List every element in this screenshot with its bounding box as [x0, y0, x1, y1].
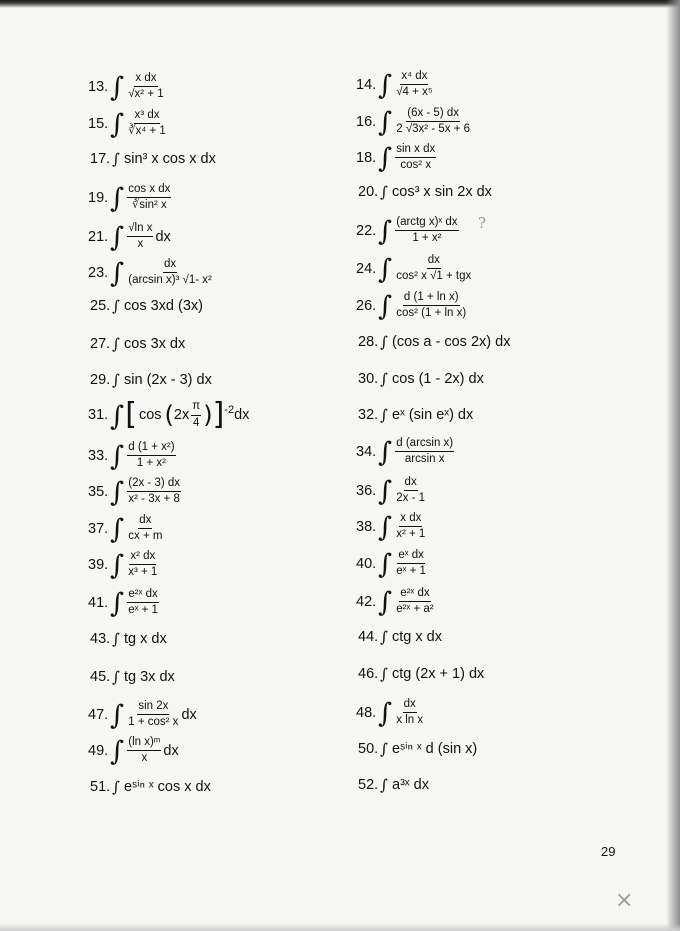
- problem-16: 16. ∫ $\frac{(6x - 5) dx}{\text{2 √3x² - 5x + 6}}$: [356, 107, 470, 139]
- problem-28: 28. ∫ (cos a - cos 2x) dx: [358, 333, 511, 351]
- problem-35: 35. ∫ $\frac{(2x - 3) dx}{\text{x² - 3x + 8}}$: [88, 477, 181, 509]
- problem-45: 45. ∫ tg 3x dx: [90, 668, 175, 686]
- problem-32: 32. ∫ eˣ (sin eˣ) dx: [358, 406, 474, 424]
- problem-29: 29. ∫ sin (2x - 3) dx: [90, 371, 212, 389]
- problem-24: 24. ∫ $\frac{dx}{\text{cos² x √1 + tgx}}$: [356, 254, 472, 286]
- problem-27: 27. ∫ cos 3x dx: [90, 335, 186, 353]
- problem-48: 48. ∫ $\frac{dx}{\text{x ln x}}$: [356, 698, 424, 730]
- problem-38: 38. ∫ $\frac{\text{x dx}}{\text{x² + 1}}$: [356, 512, 426, 544]
- pencil-question-mark: ?: [478, 214, 487, 232]
- problem-17: 17. ∫ sin³ x cos x dx: [90, 150, 216, 168]
- scan-edge-bottom: [0, 923, 680, 931]
- problem-30: 30. ∫ cos (1 - 2x) dx: [358, 370, 484, 388]
- scan-edge-top: [0, 0, 680, 8]
- problem-31: 31. ∫ [ cos ( 2x $\frac{\pi}{4}$ ) ] $^{-2}$ dx: [88, 397, 250, 432]
- problem-26: 26. ∫ $\frac{\text{d (1 + ln x)}}{\text{cos² (1 + ln x)}}$: [356, 291, 467, 323]
- problem-34: 34. ∫ $\frac{\text{d (arcsin x)}}{\text{arcsin x}}$: [356, 437, 454, 469]
- page-number: 29: [601, 844, 616, 859]
- problem-15: 15. ∫ $\frac{\text{x³ dx}}{\text{∛x⁴ + 1}}$: [88, 109, 166, 141]
- problem-20: 20. ∫ cos³ x sin 2x dx: [358, 183, 492, 201]
- problem-36: 36. ∫ $\frac{dx}{2x - 1}$: [356, 476, 426, 508]
- problem-42: 42. ∫ $\frac{\text{e²ˣ dx}}{\text{e²ˣ + a²}}$: [356, 587, 434, 619]
- problem-37: 37. ∫ $\frac{dx}{cx + m}$: [88, 514, 163, 546]
- problem-23: 23. ∫ $\frac{dx}{\text{(arcsin x)³ √1- x²}}$: [88, 258, 212, 290]
- problem-22: 22. ∫ $\frac{\text{(arctg x)ˣ dx}}{\text{1 + x²}}$: [356, 216, 458, 248]
- problem-25: 25. ∫ cos 3xd (3x): [90, 297, 203, 315]
- problem-47: 47. ∫ $\frac{\sin 2x}{\text{1 + cos² x}}$ dx: [88, 700, 197, 732]
- problem-50: 50. ∫ eˢⁱⁿ ˣ d (sin x): [358, 740, 478, 758]
- problem-18: 18. ∫ $\frac{\text{sin x dx}}{\text{cos² x}}$: [356, 143, 436, 175]
- problem-40: 40. ∫ $\frac{\text{eˣ dx}}{\text{eˣ + 1}}$: [356, 549, 426, 581]
- problem-19: 19. ∫ $\frac{\text{cos x dx}}{\text{∛sin² x}}$: [88, 183, 171, 215]
- problem-13: 13. ∫ $\frac{\text{x dx}}{\text{√x² + 1}}$: [88, 72, 164, 104]
- problem-21: 21. ∫ $\frac{\text{√ln x}}{x}$ dx: [88, 222, 171, 254]
- problem-51: 51. ∫ eˢⁱⁿ ˣ cos x dx: [90, 778, 211, 796]
- problem-46: 46. ∫ ctg (2x + 1) dx: [358, 665, 485, 683]
- scan-edge-right: [666, 0, 680, 931]
- problem-52: 52. ∫ a³ˣ dx: [358, 776, 429, 794]
- problem-39: 39. ∫ $\frac{\text{x² dx}}{\text{x³ + 1}}$: [88, 550, 158, 582]
- problem-49: 49. ∫ $\frac{\text{(ln x)ᵐ}}{x}$ dx: [88, 736, 179, 768]
- problem-41: 41. ∫ $\frac{\text{e²ˣ dx}}{\text{eˣ + 1}}$: [88, 588, 158, 620]
- problem-33: 33. ∫ $\frac{\text{d (1 + x²)}}{\text{1 + x²}}$: [88, 441, 175, 473]
- pencil-cross-mark: ×: [615, 888, 634, 913]
- problem-44: 44. ∫ ctg x dx: [358, 628, 442, 646]
- problem-43: 43. ∫ tg x dx: [90, 630, 167, 648]
- problem-14: 14. ∫ $\frac{\text{x⁴ dx}}{\text{√4 + x⁵}}$: [356, 70, 433, 102]
